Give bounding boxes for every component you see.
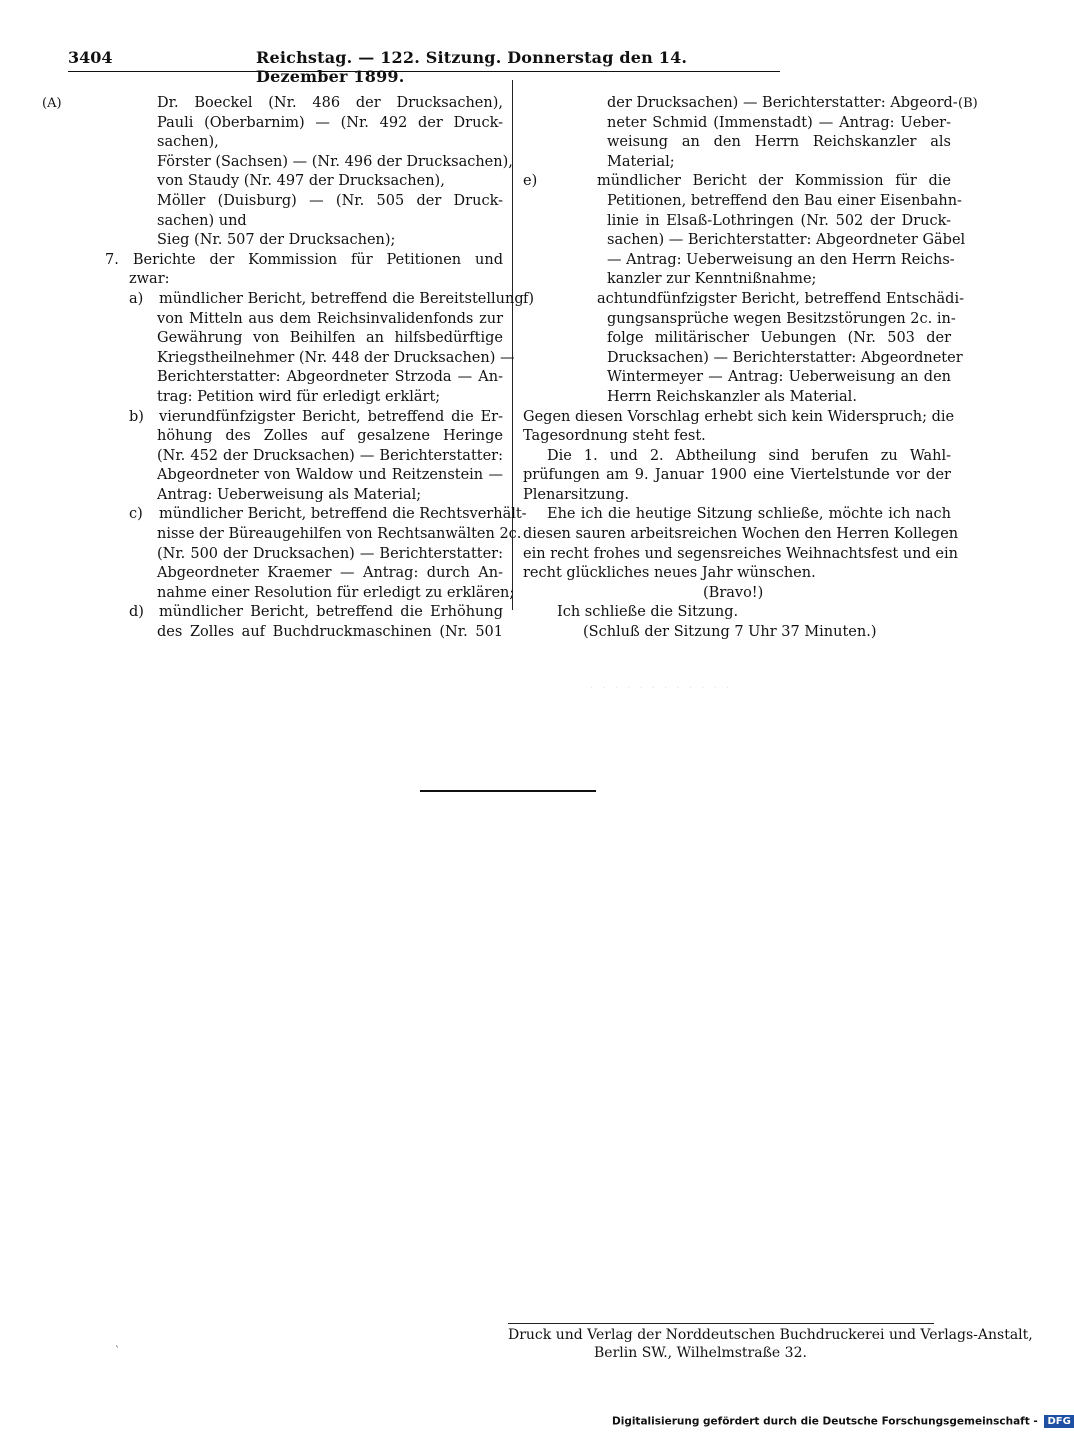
text-line: — Antrag: Ueberweisung an den Herrn Reichs-	[607, 251, 955, 268]
text-line: (Nr. 452 der Drucksachen) — Berichterstatter:	[157, 447, 503, 464]
text-line: Gewährung von Beihilfen an hilfsbedürftige	[157, 330, 503, 347]
header-rule	[68, 71, 780, 72]
item-label: a)	[129, 290, 144, 307]
stray-mark: `	[115, 1346, 120, 1357]
text-line: folge militärischer Uebungen (Nr. 503 der	[607, 330, 951, 347]
list-item-b	[105, 408, 503, 428]
text-line: Pauli (Oberbarnim) — (Nr. 492 der Druck-	[157, 114, 503, 131]
text-line: Berichte der Kommission für Petitionen und	[132, 251, 503, 268]
text-line: Herrn Reichskanzler als Material.	[607, 388, 857, 405]
item-label: 7.	[105, 251, 119, 268]
text-line: höhung des Zolles auf gesalzene Heringe	[157, 428, 503, 445]
text-line: Dr. Boeckel (Nr. 486 der Drucksachen),	[157, 95, 503, 111]
text-line: diesen sauren arbeitsreichen Wochen den Herren Kollegen	[523, 526, 959, 543]
list-item-f	[523, 290, 964, 310]
text-line: der Drucksachen) — Berichterstatter: Abgeord-	[607, 95, 958, 111]
text-line: Förster (Sachsen) — (Nr. 496 der Drucksachen),	[157, 153, 513, 170]
faint-bleedthrough: . . . . . . . . . . . .	[590, 680, 733, 691]
item-label: c)	[129, 506, 143, 523]
list-item-a	[105, 290, 524, 310]
text-line: Plenarsitzung.	[523, 486, 630, 503]
text-line: von Mitteln aus dem Reichsinvalidenfonds zur	[157, 310, 503, 327]
text-line: sachen) und	[157, 212, 247, 229]
dfg-notice-text: Digitalisierung gefördert durch die Deutsche Forschungsgemeinschaft -	[612, 1415, 1038, 1428]
running-header	[68, 46, 780, 86]
text-line: mündlicher Bericht, betreffend die Bereitstellung	[159, 290, 524, 307]
text-line: (Nr. 500 der Drucksachen) — Berichterstatter:	[157, 545, 503, 562]
bravo-interjection: (Bravo!)	[703, 584, 764, 601]
text-line: von Staudy (Nr. 497 der Drucksachen),	[157, 173, 445, 190]
text-line: Antrag: Ueberweisung als Material;	[157, 486, 422, 503]
text-line: weisung an den Herrn Reichskanzler als	[607, 134, 951, 151]
text-line: Wintermeyer — Antrag: Ueberweisung an den	[607, 369, 951, 386]
printer-imprint	[508, 1326, 1033, 1362]
text-line: Die 1. und 2. Abtheilung sind berufen zu Wahl-	[547, 447, 951, 464]
text-line: Abgeordneter Kraemer — Antrag: durch An-	[157, 565, 503, 582]
text-line: mündlicher Bericht, betreffend die Rechtsverhält-	[159, 506, 527, 523]
text-line: nisse der Büreaugehilfen von Rechtsanwälten 2c.	[157, 526, 522, 543]
session-end-note: (Schluß der Sitzung 7 Uhr 37 Minuten.)	[583, 624, 877, 641]
text-line: achtundfünfzigster Bericht, betreffend Entschädi-	[597, 290, 964, 307]
text-line: nahme einer Resolution für erledigt zu erklären;	[157, 584, 515, 601]
text-line: Material;	[607, 153, 675, 170]
text-line: zwar:	[129, 271, 170, 288]
imprint-line-1: Druck und Verlag der Norddeutschen Buchdruckerei und Verlags-Anstalt,	[508, 1327, 1033, 1343]
page-number: 3404	[68, 48, 113, 67]
item-label: f)	[523, 290, 535, 307]
text-line: sachen),	[157, 134, 219, 151]
text-line: Sieg (Nr. 507 der Drucksachen);	[157, 232, 396, 249]
list-item-d	[105, 603, 503, 623]
text-line: Ehe ich die heutige Sitzung schließe, möchte ich nach	[547, 506, 951, 523]
text-line: trag: Petition wird für erledigt erklärt;	[157, 388, 441, 405]
right-column	[523, 94, 966, 643]
margin-marker-b: (B)	[958, 96, 978, 111]
closing-statement: Ich schließe die Sitzung.	[557, 604, 739, 621]
header-title: Reichstag. — 122. Sitzung. Donnerstag den 14. Dezember 1899.	[256, 48, 688, 86]
text-line: sachen) — Berichterstatter: Abgeordneter Gäbel	[607, 232, 966, 249]
text-line: neter Schmid (Immenstadt) — Antrag: Ueber-	[607, 114, 951, 131]
text-line: vierundfünfzigster Bericht, betreffend die Er-	[159, 408, 503, 425]
footer-rule	[508, 1323, 934, 1324]
dfg-funding-notice	[612, 1415, 1071, 1431]
text-line: Möller (Duisburg) — (Nr. 505 der Druck-	[157, 192, 503, 209]
text-line: ein recht frohes und segensreiches Weihnachtsfest und ein	[523, 545, 958, 562]
item-label: b)	[129, 408, 144, 425]
text-line: prüfungen am 9. Januar 1900 eine Viertelstunde vor der	[523, 467, 951, 484]
list-item-e	[523, 172, 951, 192]
left-column	[105, 94, 527, 643]
margin-marker-a: (A)	[42, 96, 62, 111]
item-label: d)	[129, 604, 144, 621]
text-line: mündlicher Bericht, betreffend die Erhöhung	[159, 604, 503, 621]
end-rule	[420, 790, 596, 792]
text-line: Drucksachen) — Berichterstatter: Abgeordneter	[607, 349, 963, 366]
text-line: linie in Elsaß-Lothringen (Nr. 502 der Druck-	[607, 212, 951, 229]
text-line: recht glückliches neues Jahr wünschen.	[523, 565, 816, 582]
text-line: Kriegstheilnehmer (Nr. 448 der Drucksachen) —	[157, 349, 515, 366]
text-line: Abgeordneter von Waldow und Reitzenstein —	[157, 467, 503, 484]
text-line: kanzler zur Kenntnißnahme;	[607, 271, 817, 288]
text-line: mündlicher Bericht der Kommission für die	[597, 173, 951, 190]
text-line: Tagesordnung steht fest.	[523, 428, 706, 445]
list-item-c	[105, 505, 527, 525]
text-line: Petitionen, betreffend den Bau einer Eisenbahn-	[607, 192, 962, 209]
text-line: des Zolles auf Buchdruckmaschinen (Nr. 501	[157, 624, 503, 641]
dfg-logo-icon: DFG	[1044, 1415, 1073, 1428]
text-line: Berichterstatter: Abgeordneter Strzoda — An-	[157, 369, 503, 386]
imprint-line-2: Berlin SW., Wilhelmstraße 32.	[594, 1345, 807, 1361]
list-item-7	[105, 251, 503, 271]
text-line: gungsansprüche wegen Besitzstörungen 2c. in-	[607, 310, 956, 327]
item-label: e)	[523, 173, 538, 190]
text-line: Gegen diesen Vorschlag erhebt sich kein Widerspruch; die	[523, 408, 955, 425]
